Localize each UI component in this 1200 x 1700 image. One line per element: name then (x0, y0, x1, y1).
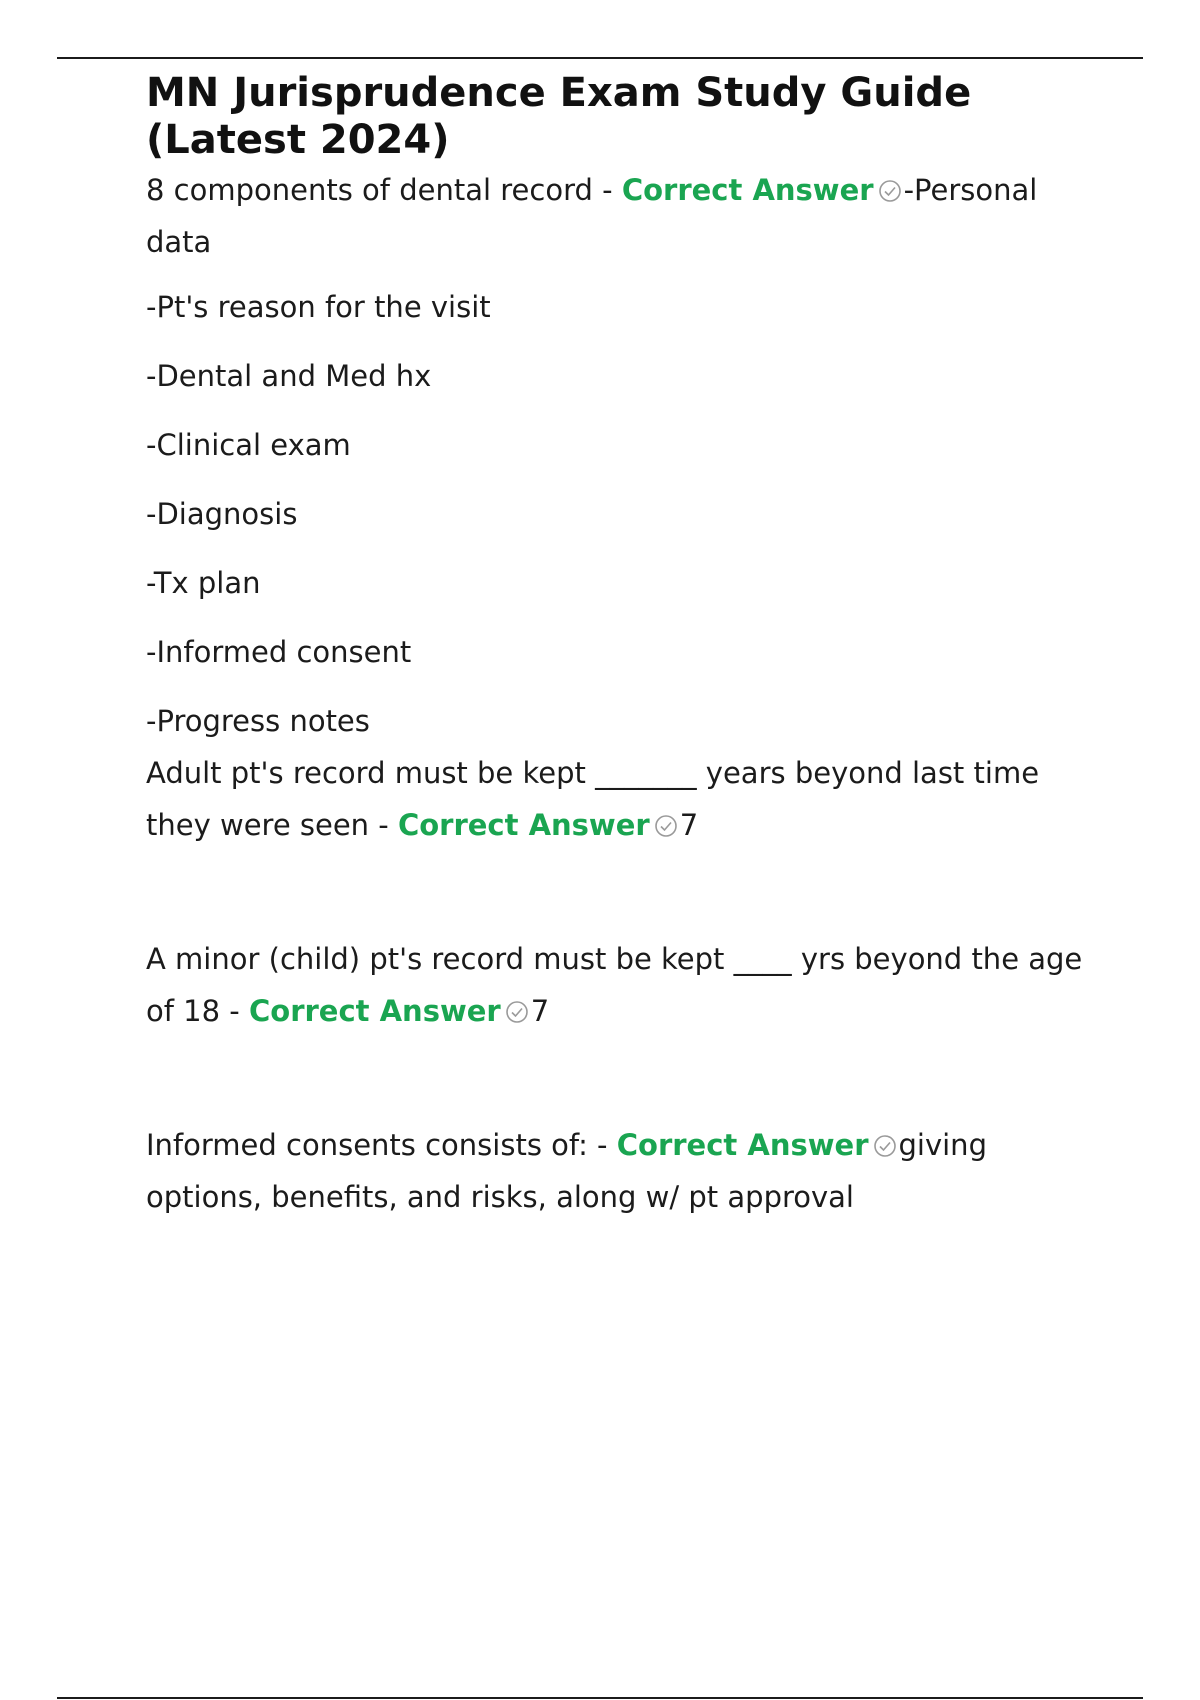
list-item: -Diagnosis (146, 497, 298, 531)
list-item: -Tx plan (146, 566, 261, 600)
answer-text: 7 (530, 994, 550, 1028)
qa-item (146, 164, 1106, 268)
list-item: -Progress notes (146, 704, 370, 738)
answer-text: 7 (679, 808, 699, 842)
bottom-rule (57, 1697, 1143, 1699)
list-item: -Informed consent (146, 635, 412, 669)
document-title: MN Jurisprudence Exam Study Guide (Latest 2024) (146, 70, 972, 163)
answer-text: -Personal data (146, 173, 1038, 259)
check-circle-icon (654, 814, 678, 838)
list-item: -Pt's reason for the visit (146, 290, 491, 324)
top-rule (57, 57, 1143, 59)
correct-answer-label: Correct Answer (621, 173, 874, 207)
question-text: A minor (child) pt's record must be kept ____ yrs beyond the age of 18 - (146, 942, 1083, 1028)
check-circle-icon (873, 1134, 897, 1158)
question-text: 8 components of dental record - (146, 173, 622, 207)
study-guide-page (146, 70, 1106, 1223)
list-item: -Clinical exam (146, 428, 351, 462)
check-circle-icon (878, 179, 902, 203)
correct-answer-label: Correct Answer (248, 994, 501, 1028)
answer-text: giving options, benefits, and risks, along w/ pt approval (146, 1128, 987, 1214)
question-text: Informed consents consists of: - (146, 1128, 617, 1162)
correct-answer-label: Correct Answer (397, 808, 650, 842)
answer-list (146, 281, 1106, 747)
qa-item (146, 747, 1106, 851)
qa-item (146, 1119, 1106, 1223)
list-item: -Dental and Med hx (146, 359, 432, 393)
question-text: Adult pt's record must be kept _______ years beyond last time they were seen - (146, 756, 1040, 842)
correct-answer-label: Correct Answer (616, 1128, 869, 1162)
qa-item (146, 933, 1106, 1037)
check-circle-icon (505, 1000, 529, 1024)
